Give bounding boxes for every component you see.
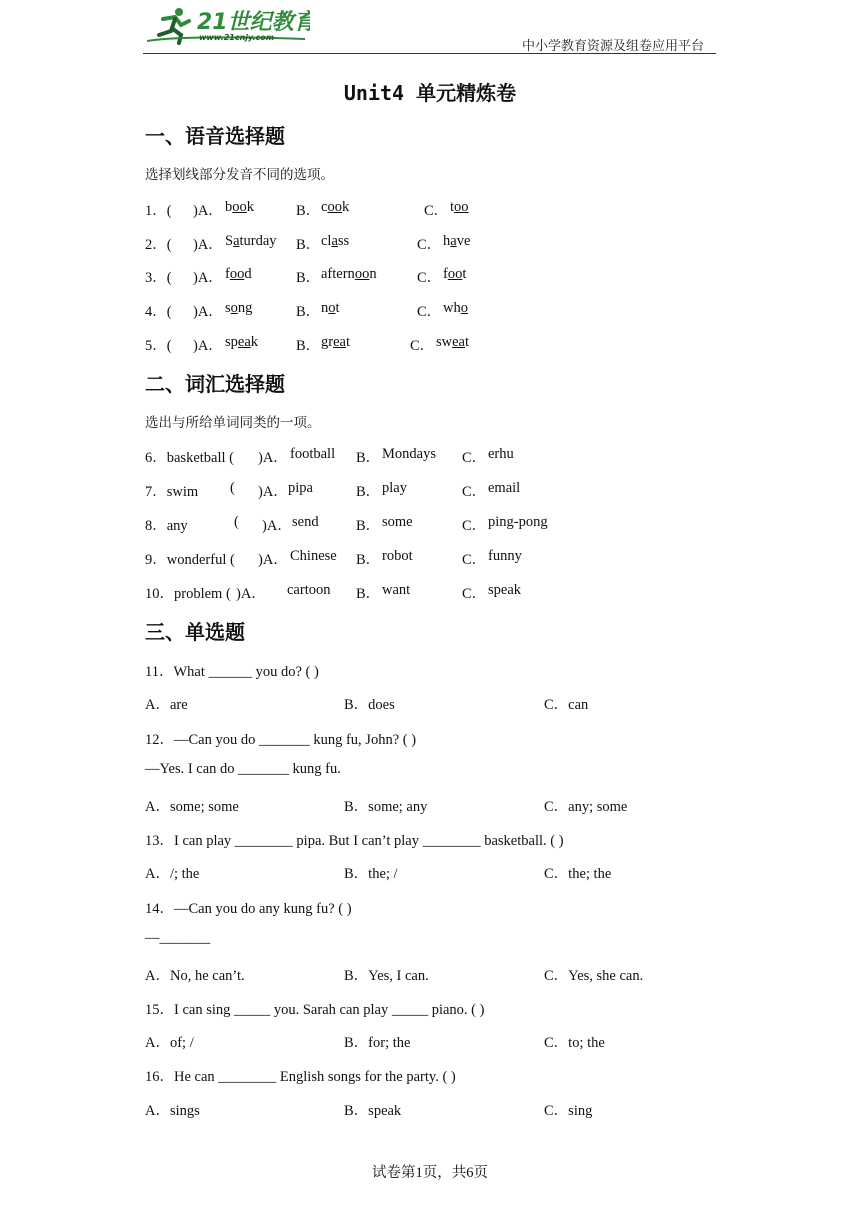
option-a-word: pipa bbox=[288, 480, 313, 496]
option-b-word: Mondays bbox=[382, 446, 436, 462]
option-b-word: robot bbox=[382, 548, 413, 564]
option-c: C．sing bbox=[544, 1103, 593, 1119]
option-a: A．are bbox=[145, 697, 188, 713]
option-c-word: sweat bbox=[436, 334, 470, 350]
question-word: 8．any bbox=[145, 518, 188, 534]
question-row bbox=[0, 300, 860, 320]
answer-bracket: )A． bbox=[258, 552, 288, 568]
site-logo bbox=[145, 5, 310, 45]
question-stem: 14．—Can you do any kung fu? ( ) bbox=[145, 901, 352, 917]
option-b: B．does bbox=[344, 697, 395, 713]
option-b-label: B． bbox=[296, 270, 321, 286]
option-a-word: football bbox=[290, 446, 336, 462]
option-c: C．can bbox=[544, 697, 589, 713]
section-heading: 一、语音选择题 bbox=[145, 124, 285, 148]
option-b-word: great bbox=[321, 334, 350, 350]
option-c-label: C． bbox=[417, 270, 442, 286]
option-a-word: Saturday bbox=[225, 233, 277, 249]
option-c-word: who bbox=[443, 300, 468, 316]
option-a-word: send bbox=[292, 514, 319, 530]
option-a: A．sings bbox=[145, 1103, 200, 1119]
option-b-word: not bbox=[321, 300, 340, 316]
question-word: 9．wonderful ( bbox=[145, 552, 235, 568]
option-b-label: B． bbox=[356, 484, 381, 500]
option-c-word: foot bbox=[443, 266, 467, 282]
option-a-word: speak bbox=[225, 334, 259, 350]
svg-text:www.21cnjy.com: www.21cnjy.com bbox=[199, 33, 275, 42]
question-row bbox=[0, 266, 860, 286]
question-row bbox=[0, 514, 860, 534]
question-number: 3．( bbox=[145, 270, 172, 286]
option-b: B．Yes, I can. bbox=[344, 968, 429, 984]
option-b-word: cook bbox=[321, 199, 350, 215]
question-number: 1．( bbox=[145, 203, 172, 219]
question-row bbox=[0, 548, 860, 568]
answer-bracket: )A． bbox=[262, 518, 292, 534]
option-c-word: speak bbox=[488, 582, 522, 598]
option-a-word: food bbox=[225, 266, 252, 282]
option-c: C．Yes, she can. bbox=[544, 968, 644, 984]
option-b-label: B． bbox=[296, 237, 321, 253]
question-stem: 16．He can ________ English songs for the party. ( ) bbox=[145, 1069, 456, 1085]
option-b: B．some; any bbox=[344, 799, 428, 815]
answer-bracket: )A． bbox=[258, 484, 288, 500]
page-title: Unit4 单元精炼卷 bbox=[343, 81, 517, 105]
option-c-word: funny bbox=[488, 548, 522, 564]
option-c: C．any; some bbox=[544, 799, 628, 815]
question-word: 7．swim bbox=[145, 484, 199, 500]
question-stem-reply: —Yes. I can do _______ kung fu. bbox=[145, 761, 341, 777]
answer-bracket: )A． bbox=[236, 586, 266, 602]
option-c-word: ping-pong bbox=[488, 514, 548, 530]
question-row bbox=[0, 582, 860, 602]
option-c-word: erhu bbox=[488, 446, 514, 462]
option-c-label: C． bbox=[417, 237, 442, 253]
question-stem: 11．What ______ you do? ( ) bbox=[145, 664, 319, 680]
option-b-word: class bbox=[321, 233, 350, 249]
option-c: C．to; the bbox=[544, 1035, 605, 1051]
page-footer: 试卷第1页，共6页 bbox=[372, 1165, 488, 1181]
question-number: 2．( bbox=[145, 237, 172, 253]
option-b-word: afternoon bbox=[321, 266, 377, 282]
question-row bbox=[0, 199, 860, 219]
question-word: 6．basketball ( bbox=[145, 450, 234, 466]
answer-bracket: )A． bbox=[193, 338, 223, 354]
option-c-label: C． bbox=[462, 552, 487, 568]
option-c-label: C． bbox=[462, 484, 487, 500]
question-stem-reply: —_______ bbox=[145, 930, 211, 946]
question-number: 4．( bbox=[145, 304, 172, 320]
option-a-word: book bbox=[225, 199, 254, 215]
option-a: A．No, he can’t. bbox=[145, 968, 245, 984]
option-b-label: B． bbox=[356, 450, 381, 466]
option-b-label: B． bbox=[296, 304, 321, 320]
option-b: B．for; the bbox=[344, 1035, 411, 1051]
section-heading: 二、词汇选择题 bbox=[145, 372, 285, 396]
option-c-label: C． bbox=[462, 450, 487, 466]
answer-bracket-open: ( bbox=[230, 480, 235, 496]
header-divider bbox=[143, 53, 716, 54]
option-a-word: song bbox=[225, 300, 253, 316]
question-row bbox=[0, 480, 860, 500]
option-c-word: have bbox=[443, 233, 471, 249]
question-word: 10．problem ( bbox=[145, 586, 231, 602]
answer-bracket: )A． bbox=[193, 304, 223, 320]
section-instruction: 选择划线部分发音不同的选项。 bbox=[145, 167, 334, 183]
question-stem: 15．I can sing _____ you. Sarah can play _____ piano. ( ) bbox=[145, 1002, 485, 1018]
option-a: A．/; the bbox=[145, 866, 200, 882]
question-row bbox=[0, 334, 860, 354]
option-c-label: C． bbox=[417, 304, 442, 320]
option-a-word: Chinese bbox=[290, 548, 337, 564]
question-number: 5．( bbox=[145, 338, 172, 354]
option-b-word: play bbox=[382, 480, 407, 496]
option-b-label: B． bbox=[296, 203, 321, 219]
question-row bbox=[0, 446, 860, 466]
option-c-word: email bbox=[488, 480, 521, 496]
platform-name: 中小学教育资源及组卷应用平台 bbox=[521, 39, 704, 54]
option-b: B．speak bbox=[344, 1103, 402, 1119]
answer-bracket: )A． bbox=[193, 203, 223, 219]
option-c-label: C． bbox=[424, 203, 449, 219]
option-b-label: B． bbox=[356, 586, 381, 602]
svg-text:21世纪教育: 21世纪教育 bbox=[197, 10, 310, 35]
option-a: A．of; / bbox=[145, 1035, 194, 1051]
option-a-word: cartoon bbox=[287, 582, 331, 598]
option-b-word: want bbox=[382, 582, 411, 598]
option-c-word: too bbox=[450, 199, 469, 215]
option-b-label: B． bbox=[356, 552, 381, 568]
option-c-label: C． bbox=[462, 586, 487, 602]
answer-bracket: )A． bbox=[193, 237, 223, 253]
option-b-label: B． bbox=[296, 338, 321, 354]
answer-bracket: )A． bbox=[258, 450, 288, 466]
option-a: A．some; some bbox=[145, 799, 239, 815]
answer-bracket-open: ( bbox=[234, 514, 239, 530]
section-instruction: 选出与所给单词同类的一项。 bbox=[145, 415, 321, 431]
option-c-label: C． bbox=[410, 338, 435, 354]
option-c-label: C． bbox=[462, 518, 487, 534]
question-stem: 12．—Can you do _______ kung fu, John? ( ) bbox=[145, 732, 417, 748]
option-b: B．the; / bbox=[344, 866, 398, 882]
runner-logo-icon bbox=[145, 5, 310, 45]
question-stem: 13．I can play ________ pipa. But I can’t play ________ basketball. ( ) bbox=[145, 833, 564, 849]
answer-bracket: )A． bbox=[193, 270, 223, 286]
question-row bbox=[0, 233, 860, 253]
option-b-word: some bbox=[382, 514, 413, 530]
option-c: C．the; the bbox=[544, 866, 612, 882]
option-b-label: B． bbox=[356, 518, 381, 534]
section-heading: 三、单选题 bbox=[145, 620, 245, 644]
